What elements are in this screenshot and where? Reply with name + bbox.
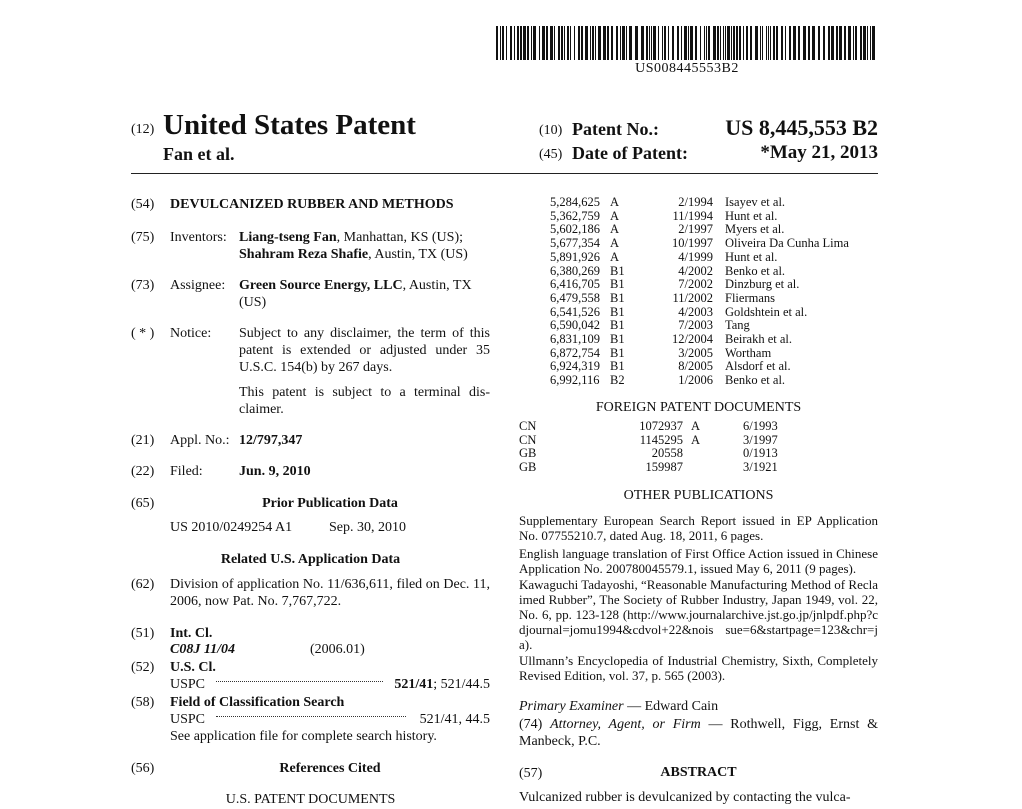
field-note: See application file for complete search history. (170, 729, 437, 744)
foreign-reference-row (519, 461, 803, 475)
ref-number: 5,284,625 (550, 195, 600, 209)
ref-number: 5,677,354 (550, 236, 600, 251)
uspc-values (394, 676, 490, 693)
foreign-references-table (519, 420, 803, 475)
ref-number: 6,541,526 (550, 304, 600, 319)
us-reference-row (550, 210, 849, 224)
barcode-number: US008445553B2 (635, 61, 739, 76)
barcode (496, 26, 878, 60)
ref-number: 6,992,116 (550, 373, 600, 388)
ref-date: 11/2002 (672, 290, 713, 305)
foreign-date: 0/1913 (743, 446, 778, 461)
terminal-disclaimer: This patent is subject to a terminal dis- claimer. (239, 385, 490, 417)
ref-number: 5,362,759 (550, 208, 600, 223)
filed-label: Filed: (170, 464, 203, 479)
ref-date: 12/2004 (672, 332, 713, 347)
prior-pub-number: US 2010/0249254 A1 (170, 520, 293, 535)
code-58: (58) (131, 695, 155, 710)
uspc-main: 521/41 (394, 677, 434, 692)
ref-kind: B2 (610, 373, 625, 388)
code-74: (74) (519, 717, 543, 732)
ref-number: 6,416,705 (550, 277, 600, 292)
notice-text: Subject to any disclaimer, the term of this patent is extended or adjusted under 35 U.S.C. 154(b) by 267 days. (239, 326, 490, 375)
publication-1: Supplementary European Search Report issued in EP Application No. 07755210.7, dated Aug. 18, 2011, 6 pages. (519, 513, 878, 543)
ref-number: 6,479,558 (550, 290, 600, 305)
abstract-text: Vulcanized rubber is devulcanized by contacting the vulca- (519, 790, 851, 805)
ref-number: 6,380,269 (550, 263, 600, 278)
intcl-year: (2006.01) (310, 642, 365, 657)
division-text: Division of application No. 11/636,611, filed on Dec. 11, 2006, now Pat. No. 7,767,722. (170, 577, 490, 609)
ref-number: 6,831,109 (550, 332, 600, 347)
ref-inventor: Alsdorf et al. (725, 359, 791, 374)
uspc-leader (216, 681, 383, 682)
ref-date: 4/2003 (678, 304, 713, 319)
foreign-date: 3/1997 (743, 432, 778, 447)
ref-inventor: Hunt et al. (725, 208, 778, 223)
ref-number: 5,891,926 (550, 249, 600, 264)
ref-inventor: Myers et al. (725, 222, 785, 237)
attorney-name: — Rothwell, Figg, Ernst & Manbeck, P.C. (519, 717, 878, 749)
ref-number: 5,602,186 (550, 222, 600, 237)
us-reference-row (550, 223, 849, 237)
foreign-reference-row (519, 420, 803, 434)
foreign-kind: A (691, 432, 701, 447)
code-45: (45) (539, 147, 563, 162)
ref-kind: A (610, 208, 620, 223)
us-reference-row (550, 278, 849, 292)
publication-4: Ullmann’s Encyclopedia of Industrial Chemistry, Sixth, Completely Revised Edition, vol. 37, p. 565 (2003). (519, 653, 878, 683)
uspc-label: USPC (170, 677, 206, 692)
ref-date: 1/2006 (678, 373, 713, 388)
foreign-kind (683, 461, 735, 475)
foreign-country: GB (519, 460, 537, 475)
code-57: (57) (519, 766, 543, 781)
code-notice: ( * ) (131, 326, 155, 341)
assignee (239, 277, 491, 311)
field-leader (216, 716, 406, 717)
ref-kind: B1 (610, 318, 625, 333)
ref-date: 3/2005 (678, 345, 713, 360)
ref-inventor: Benko et al. (725, 373, 786, 388)
code-22: (22) (131, 464, 155, 479)
attorney (519, 716, 878, 750)
attorney-label: Attorney, Agent, or Firm (550, 717, 701, 732)
publication-3: Kawaguchi Tadayoshi, “Reasonable Manufacturing Method of Reclaimed Rubber”, The Society of Rubber Industry, Japan 1949, vol. 22, No. 6, pp. 123-128 (http://www.journalarchive.jst.go.jp/jnlpdf.php?cdjournal=jomu1994&cdvol+22&nois sue=6&startpage=123&chr=ja). (519, 577, 878, 652)
us-reference-row (550, 265, 849, 279)
foreign-number: 20558 (651, 446, 683, 461)
code-21: (21) (131, 433, 155, 448)
foreign-country: CN (519, 419, 537, 433)
intcl-code: C08J 11/04 (170, 642, 235, 657)
refs-heading: References Cited (279, 761, 381, 776)
foreign-date: 3/1921 (743, 460, 778, 475)
foreign-number: 159987 (645, 460, 683, 475)
examiner-label: Primary Examiner (519, 699, 624, 714)
ref-number: 6,590,042 (550, 318, 600, 333)
code-62: (62) (131, 577, 155, 592)
notice-label: Notice: (170, 326, 212, 341)
ref-inventor: Beirakh et al. (725, 332, 792, 347)
code-73: (73) (131, 278, 155, 293)
us-reference-row (550, 237, 849, 251)
assignee-name: Green Source Energy, LLC (239, 278, 403, 293)
ref-inventor: Hunt et al. (725, 249, 778, 264)
appl-label: Appl. No.: (170, 433, 230, 448)
ref-date: 2/1994 (678, 195, 713, 209)
inventors (239, 229, 491, 263)
us-reference-row (550, 196, 849, 210)
publication-2: English language translation of First Office Action issued in Chinese Application No. 200780045579.1, issued May 6, 2011 (9 pages). (519, 546, 878, 576)
ref-date: 4/2002 (678, 263, 713, 278)
ref-number: 6,924,319 (550, 359, 600, 374)
code-56: (56) (131, 761, 155, 776)
ref-inventor: Benko et al. (725, 263, 786, 278)
code-10: (10) (539, 123, 563, 138)
foreign-kind (683, 447, 735, 461)
inventor-1-name: Liang-tseng Fan (239, 230, 337, 245)
authors: Fan et al. (163, 144, 235, 164)
foreign-reference-row (519, 434, 803, 448)
ref-inventor: Dinzburg et al. (725, 277, 800, 292)
us-reference-row (550, 374, 849, 388)
ref-inventor: Wortham (725, 345, 772, 360)
appl-number: 12/797,347 (239, 433, 303, 448)
ref-kind: B1 (610, 304, 625, 319)
us-reference-row (550, 319, 849, 333)
ref-kind: A (610, 195, 620, 209)
uscl-label: U.S. Cl. (170, 660, 216, 675)
patent-heading: United States Patent (163, 109, 416, 141)
code-12: (12) (131, 122, 155, 137)
code-51: (51) (131, 626, 155, 641)
date-label: Date of Patent: (572, 143, 688, 163)
ref-kind: B1 (610, 263, 625, 278)
ref-kind: A (610, 222, 620, 237)
us-reference-row (550, 333, 849, 347)
ref-inventor: Isayev et al. (725, 195, 786, 209)
ref-date: 2/1997 (678, 222, 713, 237)
ref-date: 11/1994 (672, 208, 713, 223)
foreign-heading: FOREIGN PATENT DOCUMENTS (595, 400, 802, 415)
patent-number: US 8,445,553 B2 (725, 115, 878, 140)
us-reference-row (550, 292, 849, 306)
field-uspc-label: USPC (170, 712, 206, 727)
ref-inventor: Tang (725, 318, 750, 333)
inventor-2-location: , Austin, TX (US) (368, 247, 468, 262)
uspc-rest: ; 521/44.5 (433, 677, 490, 692)
other-pub-heading: OTHER PUBLICATIONS (623, 488, 774, 503)
ref-kind: B1 (610, 359, 625, 374)
ref-date: 7/2003 (678, 318, 713, 333)
prior-pub-date: Sep. 30, 2010 (329, 520, 406, 535)
patent-no-label: Patent No.: (572, 119, 659, 139)
field-label: Field of Classification Search (170, 695, 345, 710)
inventor-2-name: Shahram Reza Shafie (239, 247, 369, 262)
ref-kind: B1 (610, 345, 625, 360)
us-reference-row (550, 347, 849, 361)
examiner (519, 698, 718, 715)
code-75: (75) (131, 230, 155, 245)
ref-kind: A (610, 236, 620, 251)
ref-date: 7/2002 (678, 277, 713, 292)
us-references-table (550, 196, 849, 388)
ref-kind: B1 (610, 332, 625, 347)
code-54: (54) (131, 197, 155, 212)
filed-date: Jun. 9, 2010 (239, 464, 311, 479)
ref-inventor: Fliermans (725, 290, 775, 305)
related-heading: Related U.S. Application Data (220, 552, 401, 567)
intcl-label: Int. Cl. (170, 626, 213, 641)
ref-kind: B1 (610, 290, 625, 305)
ref-date: 8/2005 (678, 359, 713, 374)
ref-kind: B1 (610, 277, 625, 292)
assignee-label: Assignee: (170, 278, 226, 293)
foreign-date: 6/1993 (743, 419, 778, 433)
prior-pub-heading: Prior Publication Data (262, 496, 398, 511)
foreign-kind: A (691, 419, 701, 433)
ref-date: 10/1997 (672, 236, 713, 251)
us-reference-row (550, 360, 849, 374)
field-uspc: 521/41, 44.5 (419, 712, 490, 727)
assignee-country: (US) (239, 295, 267, 310)
inventors-label: Inventors: (170, 230, 227, 245)
assignee-location: , Austin, TX (402, 278, 472, 293)
foreign-number: 1145295 (639, 432, 683, 447)
ref-inventor: Goldshtein et al. (725, 304, 808, 319)
us-reference-row (550, 306, 849, 320)
foreign-country: GB (519, 446, 537, 461)
invention-title: DEVULCANIZED RUBBER AND METHODS (170, 197, 454, 212)
examiner-name: — Edward Cain (623, 699, 719, 714)
foreign-country: CN (519, 432, 537, 447)
code-52: (52) (131, 660, 155, 675)
inventor-1-location: , Manhattan, KS (US); (336, 230, 464, 245)
patent-date: *May 21, 2013 (760, 142, 878, 163)
code-65: (65) (131, 496, 155, 511)
abstract-heading: ABSTRACT (660, 765, 737, 780)
ref-number: 6,872,754 (550, 345, 600, 360)
us-docs-heading: U.S. PATENT DOCUMENTS (225, 792, 396, 807)
ref-date: 4/1999 (678, 249, 713, 264)
foreign-reference-row (519, 447, 803, 461)
header-rule (131, 173, 878, 174)
foreign-number: 1072937 (639, 419, 683, 433)
ref-inventor: Oliveira Da Cunha Lima (725, 236, 849, 251)
us-reference-row (550, 251, 849, 265)
ref-kind: A (610, 249, 620, 264)
